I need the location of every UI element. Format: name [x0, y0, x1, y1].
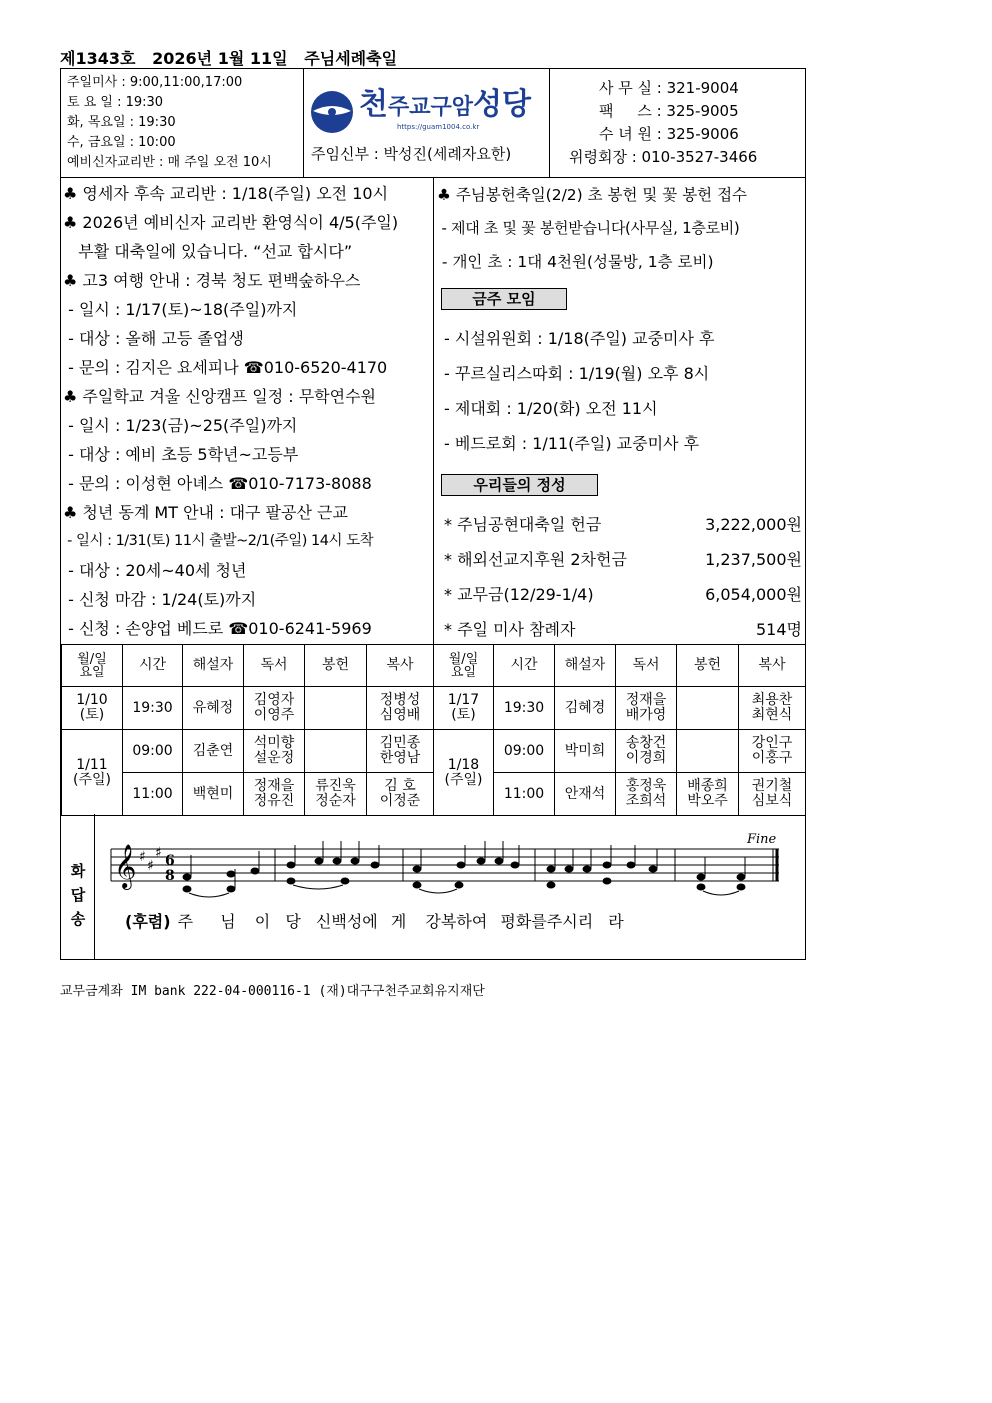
lyric-syllable: 게: [390, 912, 407, 931]
lyric-syllable: 라: [608, 912, 624, 931]
date-cell: 1/17 (토): [434, 687, 494, 730]
logo-char: 천: [359, 87, 388, 122]
notice-line: - 개인 초 : 1대 4천원(성물방, 1층 로비): [437, 253, 714, 271]
reader-cell: 김영자 이영주: [244, 687, 305, 730]
left-notices: [63, 179, 433, 643]
reader-cell: 송창건 이경희: [616, 730, 677, 773]
notice-line: ♣ 청년 동계 MT 안내 : 대구 팔공산 근교: [63, 503, 348, 522]
notice-line: - 제대 초 및 꽃 봉헌받습니다(사무실, 1층로비): [437, 219, 740, 237]
reader-cell: 홍정욱 조희석: [616, 773, 677, 816]
server-cell: 강인구 이홍구: [739, 730, 806, 773]
commentator-cell: 김혜경: [555, 687, 616, 730]
lyric-syllable: 리: [577, 912, 594, 931]
offering-cell: [677, 730, 739, 773]
table-row: [62, 730, 806, 773]
offering-amount: 1,237,500원: [705, 550, 802, 569]
time-signature-bottom: 8: [165, 868, 175, 884]
mass-time-line: 주일미사 : 9:00,11:00,17:00: [67, 75, 243, 90]
meetings-title: 금주 모임: [441, 288, 567, 310]
offering-label: * 교무금(12/29-1/4): [444, 585, 594, 604]
commentator-cell: 유혜정: [183, 687, 244, 730]
reader-cell: 정재을 배가영: [616, 687, 677, 730]
lyric-syllable: 당: [285, 912, 301, 931]
notice-line: - 신청 : 손양업 베드로 ☎010-6241-5969: [63, 619, 372, 638]
footer-account: 교무금계좌 IM bank 222-04-000116-1 (재)대구구천주교회유지재단: [60, 984, 485, 999]
lyric-syllable: 여: [471, 912, 488, 931]
mass-time-line: 예비신자교리반 : 매 주일 오전 10시: [67, 155, 272, 170]
header-cell: 복사: [739, 645, 806, 687]
sharp-icon: ♯: [155, 845, 162, 861]
offering-label: * 해외선교지후원 2차헌금: [444, 550, 627, 569]
treble-clef-icon: 𝄞: [114, 844, 137, 888]
dove-emblem-icon: [309, 89, 355, 135]
lyric-syllable: 주: [177, 912, 194, 931]
header-cell: 시간: [494, 645, 555, 687]
sharp-icon: ♯: [139, 849, 146, 865]
mass-time-line: 화, 목요일 : 19:30: [67, 115, 176, 130]
ties: [189, 885, 739, 897]
bulletin-frame: [60, 68, 806, 960]
lyric-syllable: 하: [456, 912, 472, 931]
time-cell: 19:30: [123, 687, 183, 730]
pastor-name: 주임신부 : 박성진(세례자요한): [311, 145, 512, 163]
notice-line: - 일시 : 1/23(금)~25(주일)까지: [63, 416, 298, 435]
lyric-syllable: 성: [346, 912, 363, 931]
mass-times: [67, 73, 272, 173]
ministry-schedule-table: [61, 644, 806, 816]
lyric-syllable: 복: [440, 912, 457, 931]
notice-line: - 문의 : 이성현 아녜스 ☎010-7173-8088: [63, 474, 372, 493]
date-cell: 1/18 (주일): [434, 730, 494, 816]
lyric-syllable: 신: [315, 912, 332, 931]
meetings-list: [444, 321, 714, 461]
reader-cell: 석미향 설운정: [244, 730, 305, 773]
server-cell: 권기철 심보식: [739, 773, 806, 816]
offering-amount: 6,054,000원: [705, 585, 802, 604]
time-cell: 09:00: [494, 730, 555, 773]
time-signature-top: 6: [165, 853, 175, 869]
header-cell: 시간: [123, 645, 183, 687]
psalm-score: [101, 829, 801, 919]
notice-line: ♣ 주님봉헌축일(2/2) 초 봉헌 및 꽃 봉헌 접수: [437, 186, 748, 204]
notice-line: - 대상 : 올해 고등 졸업생: [63, 329, 244, 348]
notice-line: - 신청 마감 : 1/24(토)까지: [63, 590, 257, 609]
offering-cell: [305, 687, 367, 730]
right-notices: [437, 179, 805, 279]
lyric-syllable: 강: [425, 912, 441, 931]
mass-time-line: 수, 금요일 : 10:00: [67, 135, 176, 150]
commentator-cell: 백현미: [183, 773, 244, 816]
lyric-syllable: 백: [331, 912, 347, 931]
contact-line: 수 녀 원 : 325-9006: [599, 125, 739, 143]
psalm-label-char: 송: [70, 910, 86, 928]
offering-label: * 주님공현대축일 헌금: [444, 515, 602, 534]
date-cell: 1/10 (토): [62, 687, 123, 730]
lyric-syllable: 를: [531, 912, 547, 931]
header-cell: 해설자: [183, 645, 244, 687]
meeting-line: - 베드로회 : 1/11(주일) 교중미사 후: [444, 434, 700, 453]
meeting-line: - 시설위원회 : 1/18(주일) 교중미사 후: [444, 329, 715, 348]
header-cell: 월/일 요일: [434, 645, 494, 687]
logo-mid: 주교구암: [387, 95, 473, 120]
notice-line: - 일시 : 1/31(토) 11시 출발~2/1(주일) 14시 도착: [63, 533, 374, 549]
notice-line: ♣ 주일학교 겨울 신앙캠프 일정 : 무학연수원: [63, 387, 377, 406]
psalm-lyrics: [125, 909, 624, 932]
server-cell: 정병성 심영배: [367, 687, 434, 730]
header-cell: 봉헌: [305, 645, 367, 687]
offering-cell: 배종희 박오주: [677, 773, 739, 816]
time-cell: 11:00: [494, 773, 555, 816]
contact-list: [561, 77, 801, 169]
notice-line: - 대상 : 예비 초등 5학년~고등부: [63, 445, 299, 464]
header-cell: 복사: [367, 645, 434, 687]
offering-cell: [677, 687, 739, 730]
contact-line: 사 무 실 : 321-9004: [599, 79, 739, 97]
contact-line: 팩 스 : 325-9005: [599, 102, 739, 120]
lyric-syllable: 화: [515, 912, 532, 931]
commentator-cell: 박미희: [555, 730, 616, 773]
notice-line: 부활 대축일에 있습니다. “선교 합시다”: [63, 242, 353, 261]
psalm-label-char: 답: [70, 886, 86, 904]
lyric-syllable: 님: [220, 912, 236, 931]
fine-mark: Fine: [747, 832, 777, 847]
lyric-syllable: 평: [500, 912, 516, 931]
sharp-icon: ♯: [147, 858, 154, 874]
header-cell: 독서: [616, 645, 677, 687]
table-row: [62, 687, 806, 730]
logo-end: 성당: [473, 87, 531, 122]
server-cell: 최용찬 최현식: [739, 687, 806, 730]
notice-line: - 대상 : 20세~40세 청년: [63, 561, 247, 580]
header-cell: 해설자: [555, 645, 616, 687]
time-cell: 11:00: [123, 773, 183, 816]
date-cell: 1/11 (주일): [62, 730, 123, 816]
church-logo: [309, 87, 549, 137]
header-cell: 독서: [244, 645, 305, 687]
commentator-cell: 김춘연: [183, 730, 244, 773]
psalm-side-label: [69, 859, 87, 931]
table-header-row: [62, 645, 806, 687]
header-cell: 월/일 요일: [62, 645, 123, 687]
time-cell: 09:00: [123, 730, 183, 773]
contact-line: 위령회장 : 010-3527-3466: [569, 148, 758, 166]
commentator-cell: 안재석: [555, 773, 616, 816]
lyric-syllable: 시: [562, 912, 578, 931]
meeting-line: - 꾸르실리스따회 : 1/19(월) 오후 8시: [444, 364, 710, 383]
offering-row: [444, 577, 804, 612]
offering-amount: 3,222,000원: [705, 515, 802, 534]
reader-cell: 정재을 정유진: [244, 773, 305, 816]
server-cell: 김 호 이정준: [367, 773, 434, 816]
notice-line: ♣ 영세자 후속 교리반 : 1/18(주일) 오전 10시: [63, 184, 389, 203]
offering-cell: [305, 730, 367, 773]
lyric-syllable: 에: [362, 912, 378, 931]
church-url[interactable]: https://guam1004.co.kr: [397, 123, 480, 131]
offering-label: * 주일 미사 참례자: [444, 620, 576, 639]
refrain-label: (후렴): [125, 912, 171, 931]
notice-line: ♣ 고3 여행 안내 : 경북 청도 편백숲하우스: [63, 271, 361, 290]
offerings-title: 우리들의 정성: [441, 474, 598, 496]
offering-cell: 류진욱 정순자: [305, 773, 367, 816]
notice-line: - 문의 : 김지은 요세피나 ☎010-6520-4170: [63, 358, 388, 377]
offering-row: [444, 507, 804, 542]
server-cell: 김민종 한영남: [367, 730, 434, 773]
lyric-syllable: 이: [254, 912, 271, 931]
offering-row: [444, 542, 804, 577]
notice-line: ♣ 2026년 예비신자 교리반 환영식이 4/5(주일): [63, 213, 399, 232]
notice-line: - 일시 : 1/17(토)~18(주일)까지: [63, 300, 298, 319]
time-cell: 19:30: [494, 687, 555, 730]
offerings-list: [444, 507, 804, 647]
offering-amount: 514명: [756, 620, 802, 639]
offering-row: [444, 612, 804, 647]
mass-time-line: 토 요 일 : 19:30: [67, 95, 164, 110]
meeting-line: - 제대회 : 1/20(화) 오전 11시: [444, 399, 658, 418]
header-cell: 봉헌: [677, 645, 739, 687]
lyric-syllable: 주: [546, 912, 563, 931]
psalm-label-char: 화: [70, 862, 86, 880]
issue-title: 제1343호 2026년 1월 11일 주님세례축일: [60, 49, 398, 68]
